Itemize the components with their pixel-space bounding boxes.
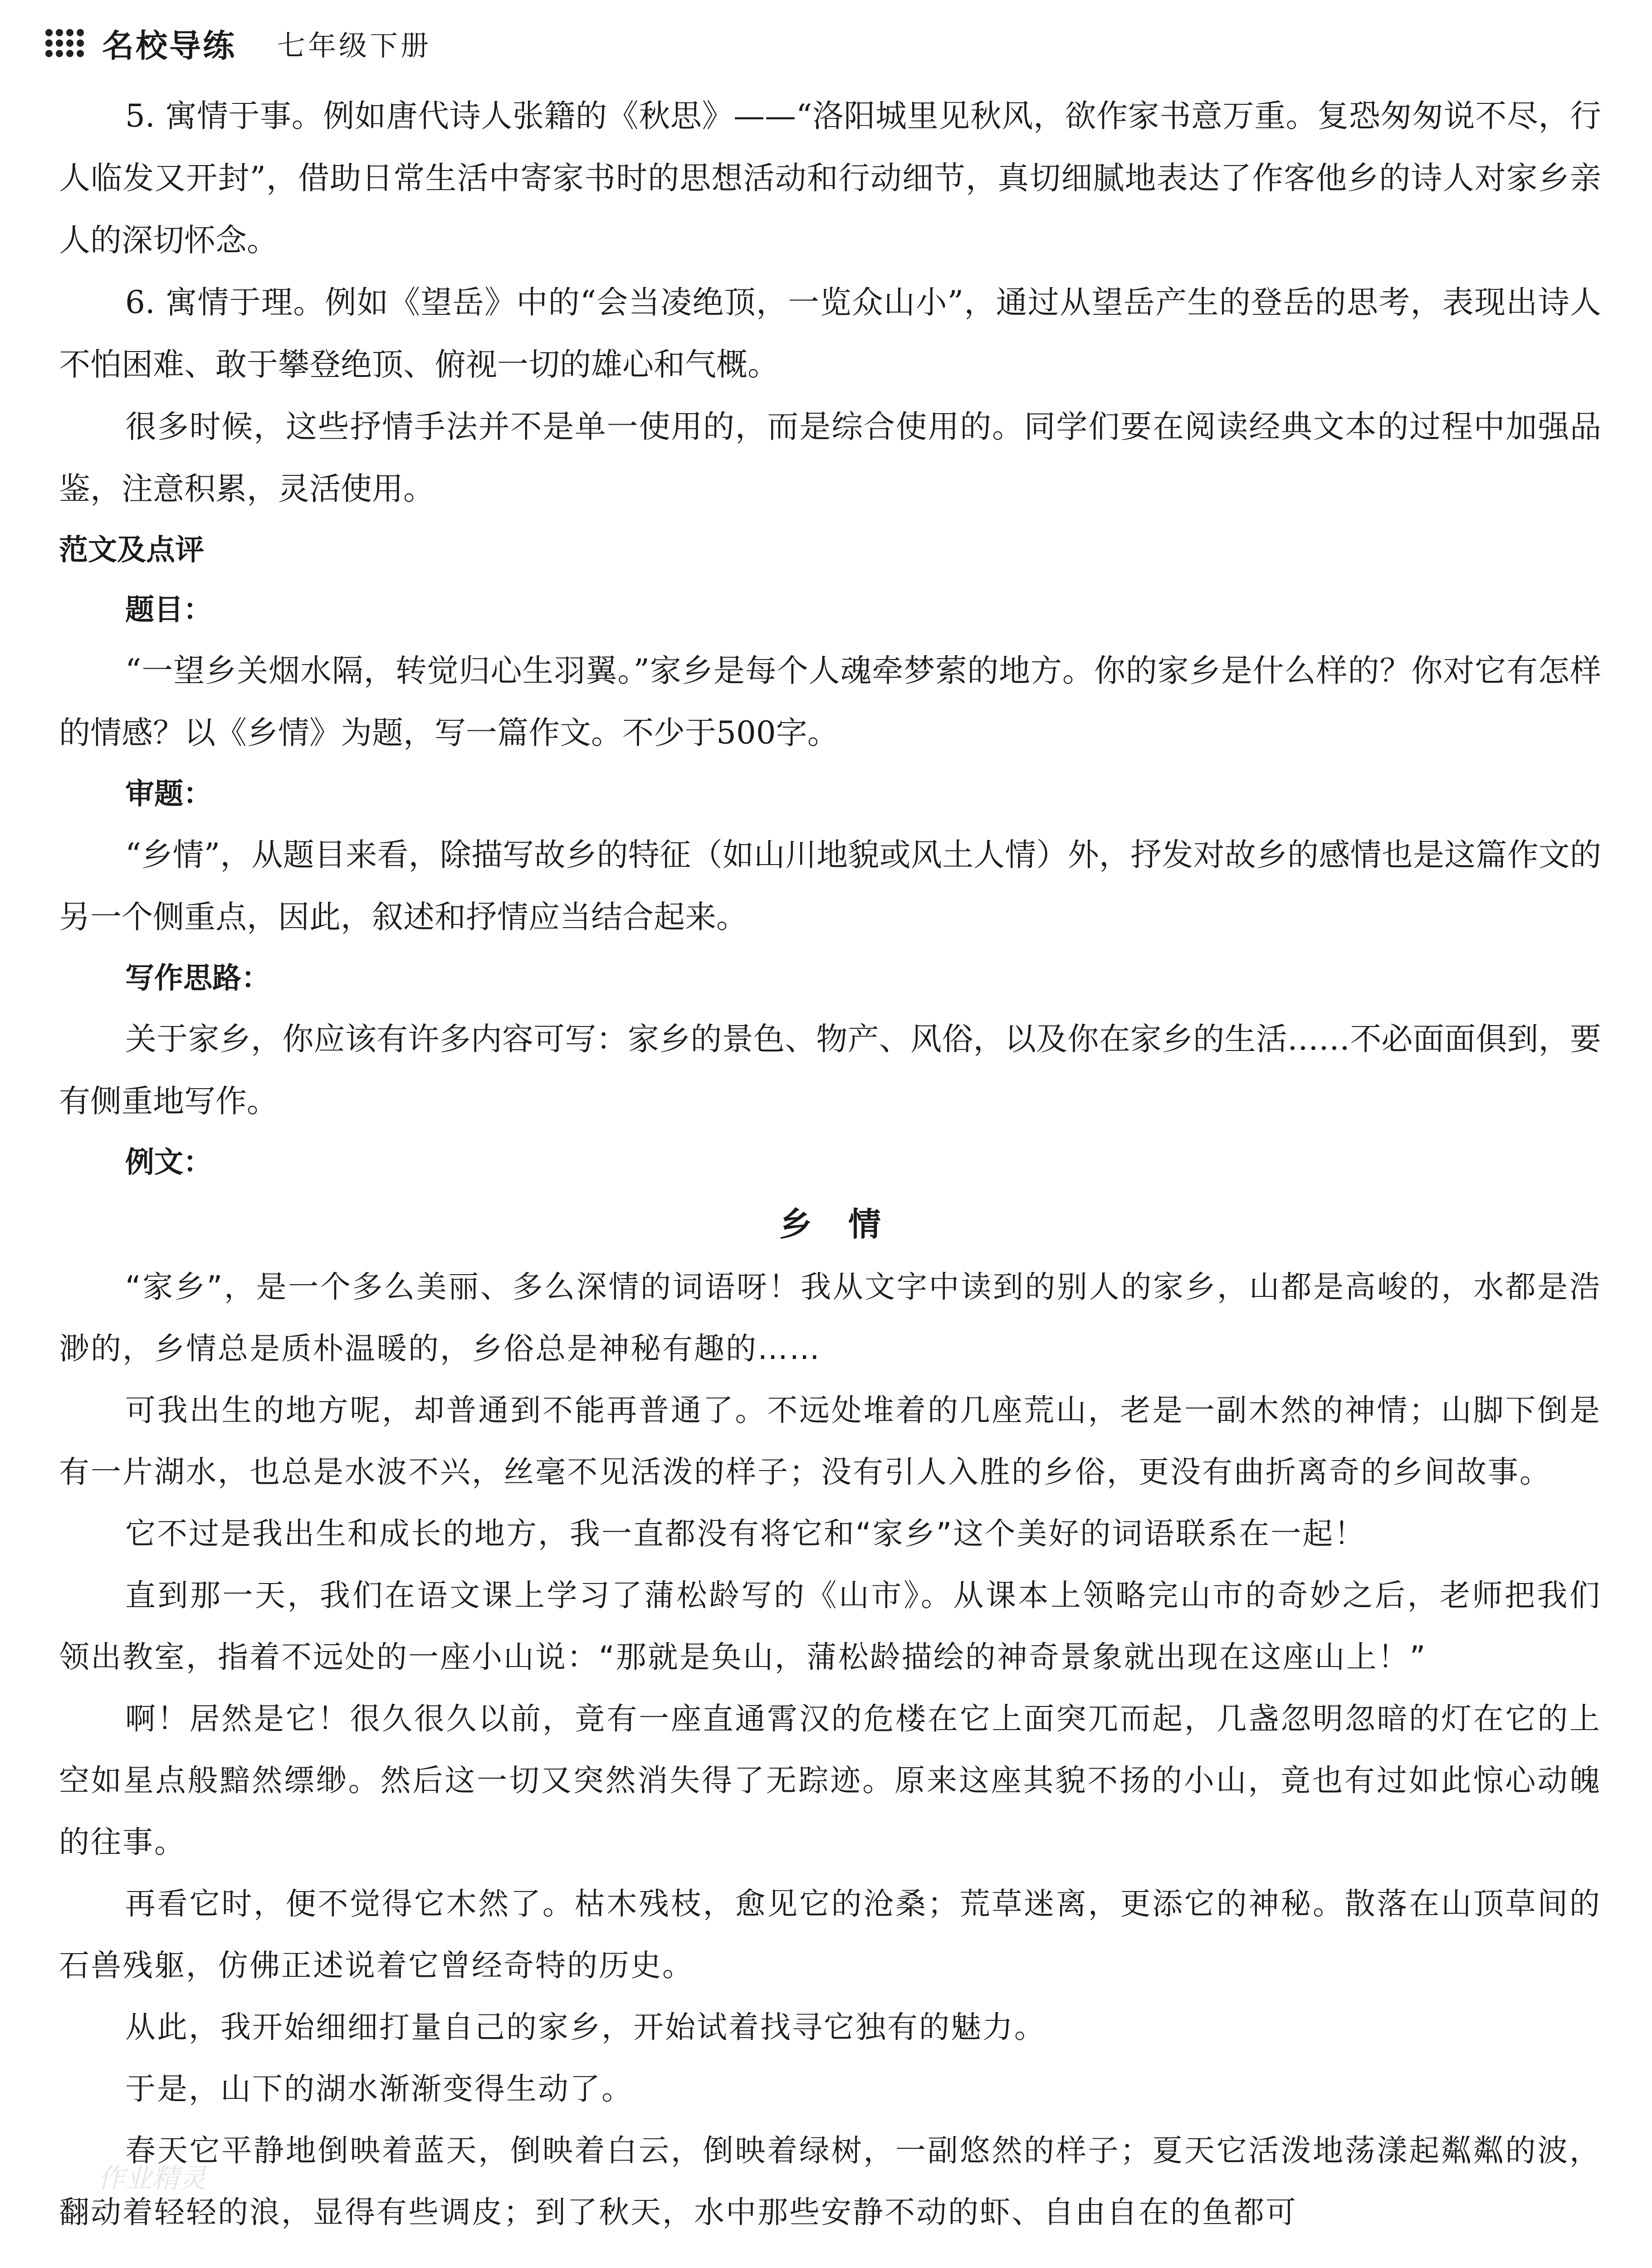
page-header xyxy=(45,18,431,68)
topic-label: 题目： xyxy=(125,593,212,627)
intro-paragraph: 5. 寓情于事。例如唐代诗人张籍的《秋思》——“洛阳城里见秋风，欲作家书意万重。复恐匆匆说不尽，行人临发又开封”，借助日常生活中寄家书时的思想活动和行动细节，真切细腻地表达了作客他乡的诗人对家乡亲人的深切怀念。 xyxy=(59,98,1601,259)
essay-body xyxy=(59,1256,1601,2243)
essay-paragraph: “家乡”，是一个多么美丽、多么深情的词语呀！我从文字中读到的别人的家乡，山都是高峻的，水都是浩渺的，乡情总是质朴温暖的，乡俗总是神秘有趣的…… xyxy=(59,1269,1601,1366)
grade-label: 七年级下册 xyxy=(277,29,432,62)
essay-paragraph: 可我出生的地方呢，却普通到不能再普通了。不远处堆着的几座荒山，老是一副木然的神情；山脚下倒是有一片湖水，也总是水波不兴，丝毫不见活泼的样子；没有引人入胜的乡俗，更没有曲折离奇的乡间故事。 xyxy=(59,1393,1601,1490)
intro-paragraph: 6. 寓情于理。例如《望岳》中的“会当凌绝顶，一览众山小”，通过从望岳产生的登岳的思考，表现出诗人不怕困难、敢于攀登绝顶、俯视一切的雄心和气概。 xyxy=(59,284,1601,383)
essay-paragraph: 它不过是我出生和成长的地方，我一直都没有将它和“家乡”这个美好的词语联系在一起！ xyxy=(125,1516,1366,1551)
review-label: 审题： xyxy=(125,777,212,811)
essay-paragraph: 从此，我开始细细打量自己的家乡，开始试着找寻它独有的魅力。 xyxy=(125,2009,1046,2045)
series-brand: 名校导练 xyxy=(102,27,236,64)
dots-logo-icon xyxy=(45,29,84,57)
idea-label: 写作思路： xyxy=(125,962,270,995)
example-label: 例文： xyxy=(125,1146,212,1179)
essay-paragraph: 再看它时，便不觉得它木然了。枯木残枝，愈见它的沧桑；荒草迷离，更添它的神秘。散落在山顶草间的石兽残躯，仿佛正述说着它曾经奇特的历史。 xyxy=(59,1886,1601,1983)
intro-paragraph: 很多时候，这些抒情手法并不是单一使用的，而是综合使用的。同学们要在阅读经典文本的过程中加强品鉴，注意积累，灵活使用。 xyxy=(59,409,1601,507)
essay-paragraph: 于是，山下的湖水渐渐变得生动了。 xyxy=(125,2071,633,2107)
essay-paragraph: 春天它平静地倒映着蓝天，倒映着白云，倒映着绿树，一副悠然的样子；夏天它活泼地荡漾起粼粼的波，翻动着轻轻的浪，显得有些调皮；到了秋天，水中那些安静不动的虾、自由自在的鱼都可 xyxy=(59,2133,1601,2230)
topic-text: “一望乡关烟水隔，转觉归心生羽翼。”家乡是每个人魂牵梦萦的地方。你的家乡是什么样的？你对它有怎样的情感？以《乡情》为题，写一篇作文。不少于500字。 xyxy=(59,653,1601,751)
essay-paragraph: 啊！居然是它！很久很久以前，竟有一座直通霄汉的危楼在它上面突兀而起，几盏忽明忽暗的灯在它的上空如星点般黯然缥缈。然后这一切又突然消失得了无踪迹。原来这座其貌不扬的小山，竟也有过如此惊心动魄的往事。 xyxy=(59,1701,1601,1860)
section-heading: 范文及点评 xyxy=(59,533,204,567)
page-content xyxy=(59,85,1601,2243)
watermark: 作业精灵 xyxy=(98,2163,206,2195)
idea-text: 关于家乡，你应该有许多内容可写：家乡的景色、物产、风俗，以及你在家乡的生活……不必面面俱到，要有侧重地写作。 xyxy=(59,1021,1601,1119)
review-text: “乡情”，从题目来看，除描写故乡的特征（如山川地貌或风土人情）外，抒发对故乡的感情也是这篇作文的另一个侧重点，因此，叙述和抒情应当结合起来。 xyxy=(59,837,1601,935)
essay-paragraph: 直到那一天，我们在语文课上学习了蒲松龄写的《山市》。从课本上领略完山市的奇妙之后，老师把我们领出教室，指着不远处的一座小山说：“那就是奂山，蒲松龄描绘的神奇景象就出现在这座山上！” xyxy=(59,1578,1601,1675)
essay-title: 乡情 xyxy=(779,1205,917,1243)
